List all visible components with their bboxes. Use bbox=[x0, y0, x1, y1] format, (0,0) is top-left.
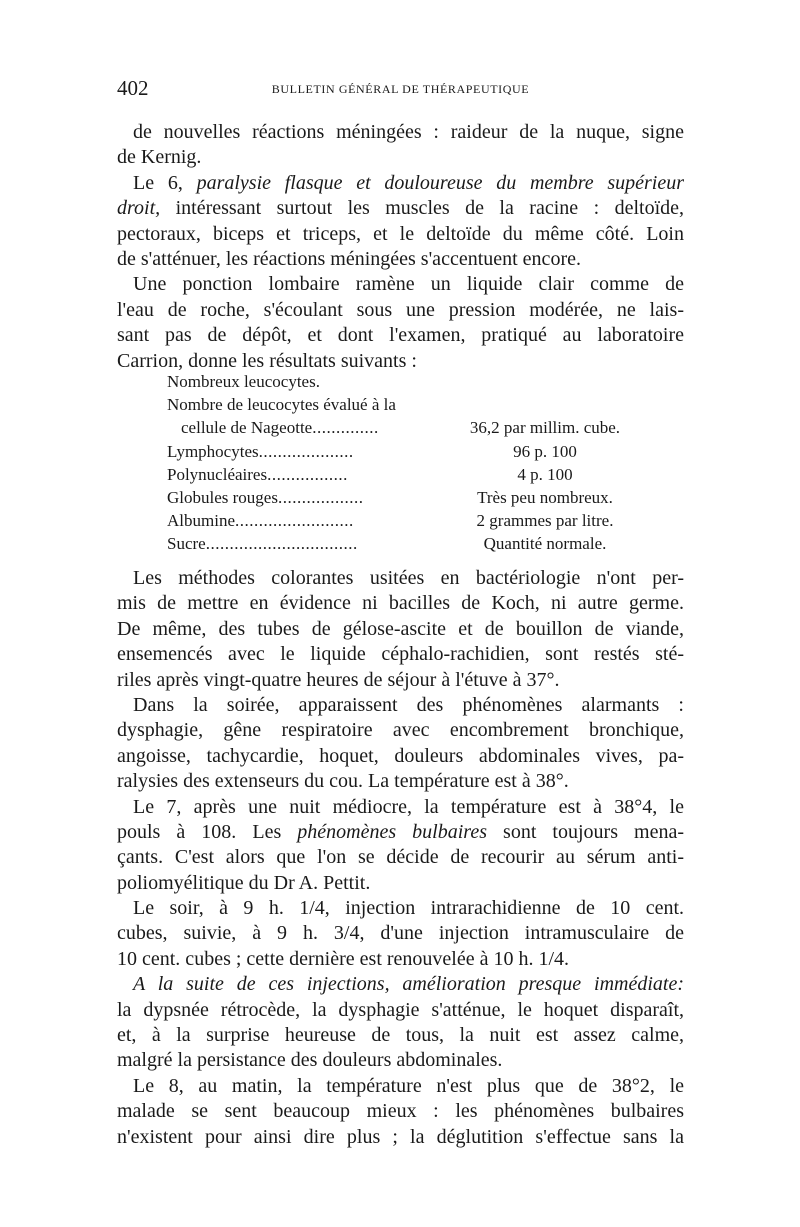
text-line: mis de mettre en évidence ni bacilles de Koch, ni autre germe. bbox=[117, 592, 684, 615]
text-line: poliomyélitique du Dr A. Pettit. bbox=[117, 871, 371, 894]
result-value: 4 p. 100 bbox=[517, 464, 573, 484]
result-label: Nombre de leucocytes évalué à la bbox=[167, 395, 396, 415]
leader-dots: .................... bbox=[258, 441, 354, 461]
text-line: ralysies des extenseurs du cou. La température est à 38°. bbox=[117, 770, 569, 793]
italic-span: droit, bbox=[117, 197, 161, 220]
result-label-text: Globules rouges bbox=[167, 487, 278, 507]
text-line: l'eau de roche, s'écoulant sous une pression modérée, ne lais- bbox=[117, 298, 684, 321]
italic-span: paralysie flasque et douloureuse du membre supérieur bbox=[196, 171, 684, 194]
text-span: pouls à 108. Les bbox=[117, 820, 282, 843]
result-row bbox=[167, 486, 637, 509]
text-line bbox=[117, 171, 684, 196]
text-line: la dypsnée rétrocède, la dysphagie s'atténue, le hoquet disparaît, bbox=[117, 998, 684, 1021]
result-row bbox=[167, 370, 637, 393]
italic-span: phénomènes bulbaires bbox=[297, 820, 487, 843]
text-line: cubes, suivie, à 9 h. 3/4, d'une injection intramusculaire de bbox=[117, 922, 684, 945]
text-span: intéressant surtout les muscles de la racine : deltoïde, bbox=[160, 197, 684, 220]
text-line: sant pas de dépôt, et dont l'examen, pratiqué au laboratoire bbox=[117, 324, 684, 347]
text-line: Le soir, à 9 h. 1/4, injection intrarachidienne de 10 cent. bbox=[133, 897, 684, 920]
result-label-text: Albumine bbox=[167, 511, 235, 531]
result-row bbox=[167, 393, 637, 416]
result-value: 2 grammes par litre. bbox=[476, 511, 614, 531]
result-label: Nombreux leucocytes. bbox=[167, 372, 320, 391]
text-line: çants. C'est alors que l'on se décide de recourir au sérum anti- bbox=[117, 846, 684, 869]
result-label-text: Polynucléaires bbox=[167, 464, 268, 484]
result-value: 36,2 par millim. cube. bbox=[469, 418, 621, 438]
result-label bbox=[167, 463, 348, 486]
running-head: BULLETIN GÉNÉRAL DE THÉRAPEUTIQUE bbox=[271, 82, 530, 96]
result-label-text: cellule de Nageotte bbox=[181, 418, 313, 438]
text-line: angoisse, tachycardie, hoquet, douleurs abdominales vives, pa- bbox=[117, 744, 684, 767]
page-number: 402 bbox=[117, 76, 149, 100]
text-line: A la suite de ces injections, amélioration presque immédiate: bbox=[133, 973, 684, 996]
result-row bbox=[167, 463, 637, 486]
text-line: Le 8, au matin, la température n'est plus que de 38°2, le bbox=[133, 1074, 684, 1097]
leader-dots: .............. bbox=[312, 418, 379, 438]
text-line: ensemencés avec le liquide céphalo-rachidien, sont restés sté- bbox=[117, 643, 684, 666]
result-value: Quantité normale. bbox=[483, 534, 607, 554]
text-line: Une ponction lombaire ramène un liquide clair comme de bbox=[133, 273, 684, 296]
text-span: Le 6, bbox=[133, 171, 183, 194]
text-span: sont toujours mena- bbox=[503, 820, 684, 843]
text-line: et, à la surprise heureuse de tous, la nuit est assez calme, bbox=[117, 1024, 684, 1047]
text-line bbox=[117, 196, 684, 221]
result-label bbox=[167, 440, 354, 463]
results-table bbox=[167, 370, 637, 556]
text-block-top bbox=[117, 120, 684, 374]
text-block-bottom bbox=[117, 566, 684, 1150]
result-row bbox=[167, 532, 637, 555]
text-line: riles après vingt-quatre heures de séjour à l'étuve à 37°. bbox=[117, 668, 560, 691]
text-line: Le 7, après une nuit médiocre, la température est à 38°4, le bbox=[133, 795, 684, 818]
result-label bbox=[167, 486, 363, 509]
result-value: Très peu nombreux. bbox=[477, 487, 613, 507]
text-line: de s'atténuer, les réactions méningées s'accentuent encore. bbox=[117, 247, 581, 270]
result-row bbox=[167, 509, 637, 532]
result-label-text: Lymphocytes bbox=[167, 441, 259, 461]
text-line: pectoraux, biceps et triceps, et le deltoïde du même côté. Loin bbox=[117, 222, 684, 245]
text-line: de Kernig. bbox=[117, 146, 202, 169]
text-line: dysphagie, gêne respiratoire avec encombrement bronchique, bbox=[117, 719, 684, 742]
result-row bbox=[167, 416, 637, 439]
result-label bbox=[167, 416, 379, 439]
text-line: Les méthodes colorantes usitées en bactériologie n'ont per- bbox=[133, 567, 684, 589]
result-label bbox=[167, 509, 354, 532]
leader-dots: ......................... bbox=[235, 511, 354, 531]
text-line: Carrion, donne les résultats suivants : bbox=[117, 349, 417, 372]
page-header bbox=[117, 76, 684, 102]
leader-dots: .................. bbox=[277, 487, 364, 507]
text-line: malgré la persistance des douleurs abdominales. bbox=[117, 1049, 503, 1072]
text-line bbox=[117, 820, 684, 845]
text-line: De même, des tubes de gélose-ascite et de bouillon de viande, bbox=[117, 617, 684, 640]
text-line: n'existent pour ainsi dire plus ; la déglutition s'effectue sans la bbox=[117, 1125, 684, 1148]
result-label-text: Sucre bbox=[167, 534, 206, 554]
text-line: Dans la soirée, apparaissent des phénomènes alarmants : bbox=[133, 693, 684, 716]
text-line: de nouvelles réactions méningées : raideur de la nuque, signe bbox=[133, 121, 684, 143]
text-line: 10 cent. cubes ; cette dernière est renouvelée à 10 h. 1/4. bbox=[117, 947, 570, 970]
result-value: 96 p. 100 bbox=[513, 441, 577, 461]
result-label bbox=[167, 532, 358, 555]
text-line: malade se sent beaucoup mieux : les phénomènes bulbaires bbox=[117, 1100, 684, 1123]
leader-dots: ................................ bbox=[205, 534, 358, 554]
leader-dots: ................. bbox=[267, 464, 348, 484]
result-row bbox=[167, 440, 637, 463]
